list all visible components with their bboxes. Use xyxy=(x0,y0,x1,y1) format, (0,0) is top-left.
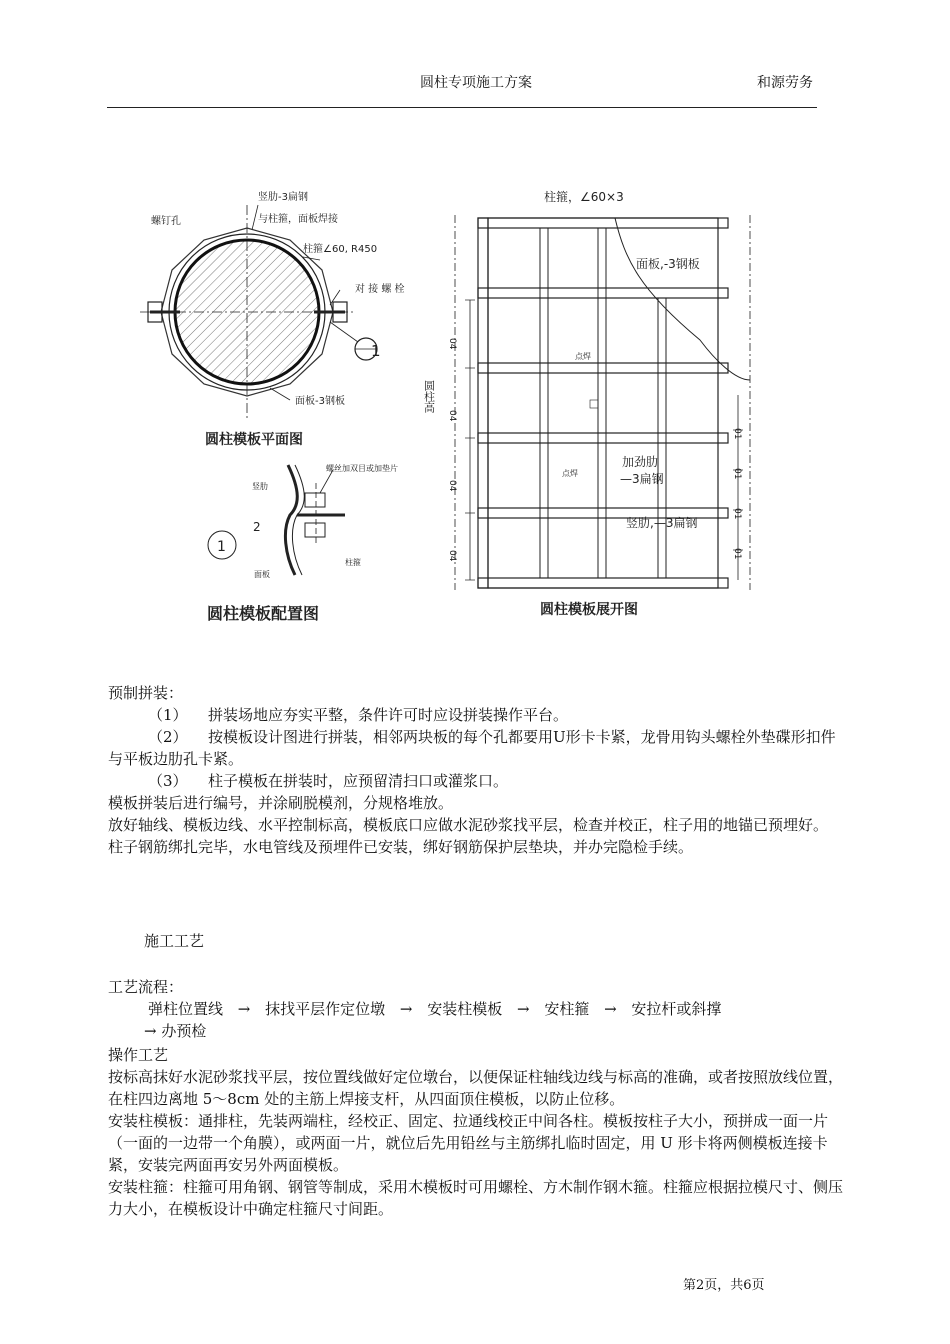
detail-rib-label: 竖肋 xyxy=(252,482,268,491)
dim-left-4: 04 xyxy=(447,550,457,562)
detail-num2: 2 xyxy=(253,520,261,534)
page-number: 第2页，共6页 xyxy=(683,1278,765,1293)
plan-weld-label: 与柱箍，面板焊接 xyxy=(258,214,338,225)
plan-tie-bolt-label: 对 接 螺 栓 xyxy=(355,284,405,295)
spot-weld-2: 点焊 xyxy=(562,469,578,478)
dim-left-2: 04 xyxy=(447,410,457,422)
item-text: 按模板设计图进行拼装，相邻两块板的每个孔都要用U形卡卡紧，龙骨用钩头螺栓外垫碟形扣件与平板边肋孔卡紧。 xyxy=(108,728,836,768)
operation-section xyxy=(108,1044,843,1220)
operation-para-1: 按标高抹好水泥砂浆找平层，按位置线做好定位墩台，以便保证柱轴线边线与标高的准确，或者按照放线位置，在柱四边离地 5～8cm 处的主筋上焊接支杆，从四面顶住模板，以防止位移。 xyxy=(108,1068,844,1108)
stiffener-label-1: 加劲肋 xyxy=(622,455,659,469)
plan-view xyxy=(140,190,405,448)
flow-line-2: → 办预检 xyxy=(144,1022,207,1040)
item-num: （1） xyxy=(148,706,188,724)
flow-steps xyxy=(108,998,848,1042)
paragraph-rebar: 柱子钢筋绑扎完毕，水电管线及预埋件已安装，绑好钢筋保护层垫块，并办完隐检手续。 xyxy=(108,838,694,856)
prefab-item-1 xyxy=(108,704,843,726)
elev-rib-label: 竖肋,—3扁钢 xyxy=(626,516,698,530)
operation-title: 操作工艺 xyxy=(108,1046,169,1064)
item-num: （2） xyxy=(148,728,188,746)
detail-caption: 圆柱模板配置图 xyxy=(207,604,320,623)
detail-nut-note: 螺丝加双目或加垫片 xyxy=(326,464,398,473)
dim-left-3: 04 xyxy=(447,480,457,492)
plan-panel-label: 面板-3钢板 xyxy=(295,396,345,407)
detail-mark: 1 xyxy=(217,539,226,555)
dim-left-1: 04 xyxy=(447,338,457,350)
header-company: 和源劳务 xyxy=(757,75,813,91)
item-text: 柱子模板在拼装时，应预留清扫口或灌浆口。 xyxy=(208,772,509,790)
prefab-section xyxy=(108,682,843,858)
plan-bolt-hole-label: 螺钉孔 xyxy=(151,216,181,227)
dim-right-1: 01 xyxy=(732,428,742,440)
engineering-drawing xyxy=(0,0,950,660)
dim-right-4: 01 xyxy=(732,548,742,560)
item-text: 拼装场地应夯实平整，条件许可时应设拼装操作平台。 xyxy=(208,706,569,724)
detail-panel-label: 面板 xyxy=(254,570,270,579)
flow-title: 工艺流程： xyxy=(108,978,184,996)
operation-para-3: 安装柱箍：柱箍可用角钢、钢管等制成，采用木模板时可用螺栓、方木制作钢木箍。柱箍应根据拉模尺寸、侧压力大小，在模板设计中确定柱箍尺寸间距。 xyxy=(108,1178,844,1218)
paragraph-numbering: 模板拼装后进行编号，并涂刷脱模剂，分规格堆放。 xyxy=(108,794,454,812)
flow-line-1: 弹柱位置线 → 抹找平层作定位墩 → 安装柱模板 → 安柱箍 → 安拉杆或斜撑 xyxy=(148,1000,722,1018)
plan-detail-mark: 1 xyxy=(371,342,381,360)
dim-right-3: 01 xyxy=(732,508,742,520)
plan-caption: 圆柱模板平面图 xyxy=(205,432,303,448)
elev-panel-label: 面板,-3钢板 xyxy=(636,257,700,271)
spot-weld-1: 点焊 xyxy=(575,352,591,361)
detail-view xyxy=(207,463,398,623)
paragraph-axis: 放好轴线、模板边线、水平控制标高，模板底口应做水泥砂浆找平层，检查并校正，柱子用的地锚已预埋好。 xyxy=(108,816,829,834)
dim-right-2: 01 xyxy=(732,468,742,480)
column-height-label: 圆柱高 xyxy=(422,380,436,413)
plan-rib-label: 竖肋-3扁钢 xyxy=(258,192,308,203)
prefab-item-3 xyxy=(108,770,843,792)
plan-hoop-label: 柱箍∠60, R450 xyxy=(303,244,378,255)
elev-hoop-label: 柱箍，∠60×3 xyxy=(544,190,624,204)
section-title: 施工工艺 xyxy=(144,932,205,950)
stiffener-label-2: —3扁钢 xyxy=(620,472,664,486)
elevation-caption: 圆柱模板展开图 xyxy=(540,602,638,618)
elevation-view xyxy=(423,189,751,618)
prefab-title: 预制拼装： xyxy=(108,684,184,702)
header-title: 圆柱专项施工方案 xyxy=(420,75,532,91)
item-num: （3） xyxy=(148,772,188,790)
prefab-item-2 xyxy=(108,726,843,770)
detail-hoop-label: 柱箍 xyxy=(345,558,361,567)
operation-para-2: 安装柱模板：通排柱，先装两端柱，经校正、固定、拉通线校正中间各柱。模板按柱子大小，预拼成一面一片（一面的一边带一个角膜），或两面一片，就位后先用铅丝与主筋绑扎临时固定，用 U 形卡将两侧模板连接卡紧，安装完两面再安另外两面模板。 xyxy=(108,1112,829,1174)
